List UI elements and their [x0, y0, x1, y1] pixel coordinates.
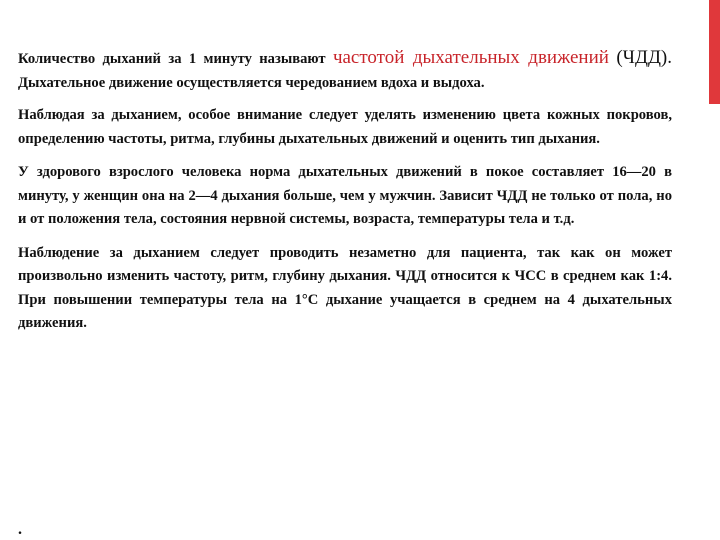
highlighted-term: частотой дыхательных движений: [332, 47, 609, 68]
abbreviation-chdd: (ЧДД).: [616, 47, 672, 68]
paragraph-monitoring: Наблюдение за дыханием следует проводить незаметно для пациента, так как он может произвольно изменить частоту, ритм, глубину дыхания. ЧДД относится к ЧСС в среднем как 1:4. При повышении температуры тела на 1°С дыхание учащается в среднем на 4 дыхательных движения.: [18, 244, 672, 331]
paragraph-norm: У здорового взрослого человека норма дыхательных движений в покое составляет 16—20 в минуту, у женщин она на 2—4 дыхания больше, чем у мужчин. Зависит ЧДД не только от пола, но и от положения тела, состояния нервной системы, возраста, температуры тела и т.д.: [18, 164, 672, 227]
definition-text-start: Количество дыханий за 1 минуту называют: [18, 51, 333, 67]
accent-bar: [709, 0, 720, 104]
paragraph-definition: [18, 46, 672, 95]
definition-text-end: Дыхательное движение осуществляется чередованием вдоха и выдоха.: [18, 74, 485, 91]
paragraph-observation: Наблюдая за дыханием, особое внимание следует уделять изменению цвета кожных покровов, определению частоты, ритма, глубины дыхательных движений и оценить тип дыхания.: [18, 107, 672, 147]
slide-content: [18, 46, 672, 346]
bullet-dot: .: [18, 521, 22, 538]
